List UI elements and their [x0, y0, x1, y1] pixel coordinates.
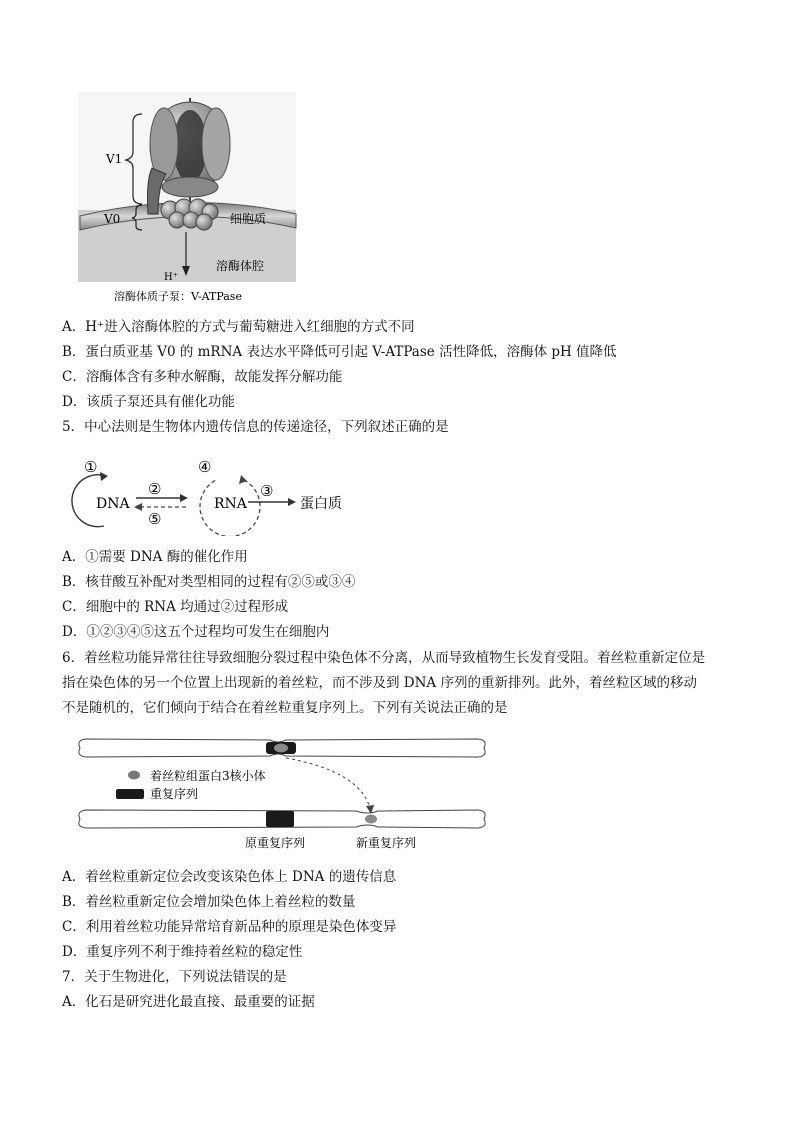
- new-trimer: [365, 815, 377, 824]
- q4-option-c: C．溶酶体含有多种水解酶，故能发挥分解功能: [62, 369, 343, 385]
- q5-stem: 5．中心法则是生物体内遗传信息的传递途径，下列叙述正确的是: [62, 419, 449, 435]
- figure1-caption: 溶酶体质子泵：V-ATPase: [114, 290, 242, 303]
- q7-option-a: A．化石是研究进化最直接、最重要的证据: [62, 994, 315, 1010]
- q5-option-a: A．①需要 DNA 酶的催化作用: [62, 549, 248, 565]
- new-repeat-label: 新重复序列: [356, 836, 417, 850]
- original-repeat-label: 原重复序列: [245, 836, 306, 850]
- q4-option-d: D．该质子泵还具有催化功能: [62, 394, 235, 410]
- q6-stem-line-1: 6．着丝粒功能异常往往导致细胞分裂过程中染色体不分离，从而导致植物生长发育受阻。着丝粒重新定位是: [62, 650, 706, 666]
- legend-trimer-label: 着丝粒组蛋白3核小体: [150, 769, 266, 783]
- label-2: ②: [148, 480, 162, 498]
- label-1: ①: [84, 458, 98, 476]
- cytoplasm-label: 细胞质: [230, 212, 267, 226]
- label-3: ③: [260, 482, 274, 500]
- q6-option-d: D．重复序列不利于维持着丝粒的稳定性: [62, 944, 303, 960]
- q6-stem-line-3: 不是随机的，它们倾向于结合在着丝粒重复序列上。下列有关说法正确的是: [62, 700, 508, 716]
- q6-option-c: C．利用着丝粒功能异常培育新品种的原理是染色体变异: [62, 919, 397, 935]
- q6-stem-line-2: 指在染色体的另一个位置上出现新的着丝粒，而不涉及到 DNA 序列的重新排列。此外，着丝粒区域的移动: [62, 675, 697, 691]
- q5-option-b: B．核苷酸互补配对类型相同的过程有②⑤或③④: [62, 574, 356, 590]
- label-5: ⑤: [148, 510, 162, 528]
- label-4: ④: [198, 458, 212, 476]
- legend-repeat-label: 重复序列: [150, 787, 199, 801]
- legend-trimer-icon: [128, 771, 140, 780]
- v1-label: V1: [106, 152, 123, 166]
- v0-label: V0: [104, 212, 121, 226]
- legend-repeat-icon: [116, 789, 144, 799]
- protein-label: 蛋白质: [300, 496, 342, 512]
- q5-option-d: D．①②③④⑤这五个过程均可发生在细胞内: [62, 624, 330, 640]
- q5-option-c: C．细胞中的 RNA 均通过②过程形成: [62, 599, 289, 615]
- q6-option-b: B．着丝粒重新定位会增加染色体上着丝粒的数量: [62, 894, 356, 910]
- centromere-figure: [74, 736, 494, 856]
- q4-option-b: B．蛋白质亚基 V0 的 mRNA 表达水平降低可引起 V-ATPase 活性降低，溶酶体 pH 值降低: [62, 344, 617, 360]
- v-atpase-figure: [78, 92, 298, 307]
- central-dogma-figure: [66, 456, 366, 536]
- q4-option-a: A．H⁺进入溶酶体腔的方式与葡萄糖进入红细胞的方式不同: [62, 319, 415, 335]
- reposition-arrow: [286, 758, 370, 808]
- rna-label: RNA: [214, 496, 247, 512]
- q6-option-a: A．着丝粒重新定位会改变该染色体上 DNA 的遗传信息: [62, 869, 397, 885]
- lumen-label: 溶酶体腔: [216, 259, 265, 273]
- h-label: H⁺: [164, 272, 178, 283]
- q7-stem: 7．关于生物进化，下列说法错误的是: [62, 969, 287, 985]
- dna-label: DNA: [96, 496, 130, 512]
- original-repeat-block: [266, 811, 294, 827]
- top-trimer: [274, 744, 288, 753]
